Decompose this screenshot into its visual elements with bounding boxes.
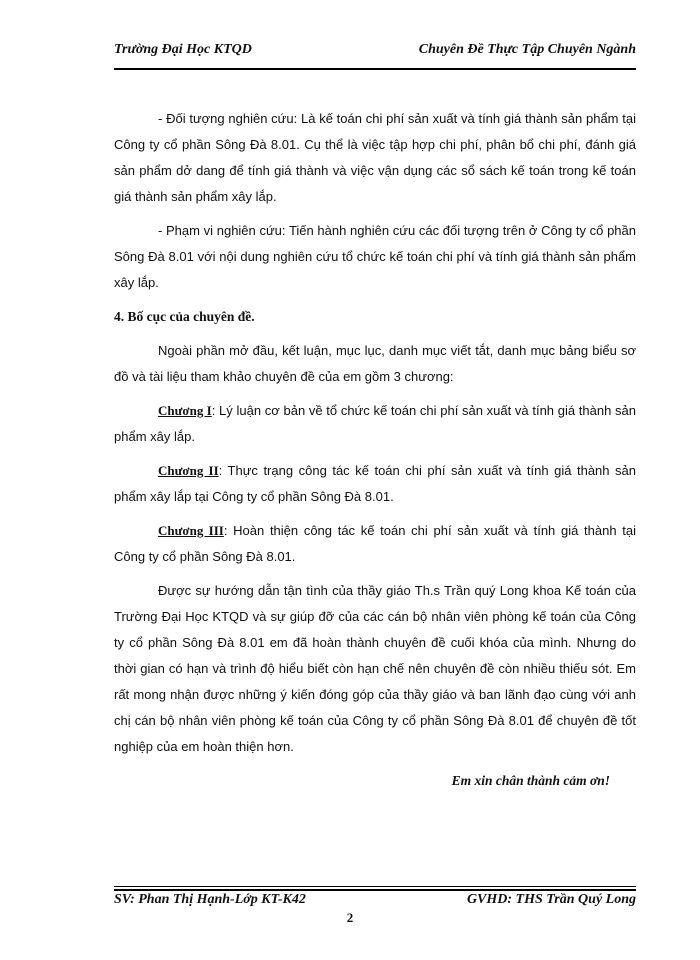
- footer-divider-thin: [114, 886, 636, 887]
- chapter-2-text: : Thực trạng công tác kế toán chi phí sản xuất và tính giá thành sản phẩm xây lắp tại Công ty cổ phần Sông Đà 8.01.: [114, 463, 636, 504]
- chapter-1-text: : Lý luận cơ bản về tổ chức kế toán chi phí sản xuất và tính giá thành sản phẩm xây lắp.: [114, 403, 636, 444]
- page-header: [114, 42, 636, 58]
- chapter-1: [114, 398, 636, 450]
- chapter-3-label: Chương III: [158, 523, 224, 538]
- chapter-2: [114, 458, 636, 510]
- document-body: [114, 106, 636, 794]
- chapter-3: [114, 518, 636, 570]
- paragraph-research-scope: - Phạm vi nghiên cứu: Tiến hành nghiên cứu các đối tượng trên ở Công ty cổ phần Sông Đà 8.01 với nội dung nghiên cứu tổ chức kế toán chi phí và tính giá thành sản phẩm xây lắp.: [114, 223, 636, 290]
- chapter-1-label: Chương I: [158, 403, 212, 418]
- page-number: 2: [346, 910, 354, 925]
- paragraph-research-object: - Đối tượng nghiên cứu: Là kế toán chi phí sản xuất và tính giá thành sản phẩm tại Công ty cổ phần Sông Đà 8.01. Cụ thể là việc tập hợp chi phí, phân bổ chi phí, đánh giá sản phẩm dở dang để tính giá thành và việc vận dụng các sổ sách kế toán trong kế toán giá thành sản phẩm xây lắp.: [114, 111, 636, 204]
- chapter-2-label: Chương II: [158, 463, 219, 478]
- footer-divider-thick: [114, 889, 636, 891]
- paragraph-structure-intro: Ngoài phần mở đầu, kết luận, mục lục, danh mục viết tắt, danh mục bảng biểu sơ đồ và tài liệu tham khảo chuyên đề của em gồm 3 chương:: [114, 343, 636, 384]
- chapter-3-text: : Hoàn thiện công tác kế toán chi phí sản xuất và tính giá thành tại Công ty cổ phần Sông Đà 8.01.: [114, 523, 636, 564]
- footer-student: SV: Phan Thị Hạnh-Lớp KT-K42: [114, 892, 306, 907]
- page-footer: [114, 892, 636, 908]
- header-school: Trường Đại Học KTQD: [114, 42, 252, 57]
- section-heading: 4. Bố cục của chuyên đề.: [114, 309, 255, 324]
- header-divider: [114, 68, 636, 70]
- header-title: Chuyên Đề Thực Tập Chuyên Ngành: [418, 42, 636, 57]
- closing-thanks: Em xin chân thành cảm ơn!: [451, 773, 610, 788]
- paragraph-acknowledgement: Được sự hướng dẫn tận tình của thầy giáo Th.s Trần quý Long khoa Kế toán của Trường Đại Học KTQD và sự giúp đỡ của các cán bộ nhân viên phòng kế toán của Công ty cổ phần Sông Đà 8.01 em đã hoàn thành chuyên đề cuối khóa của mình. Nhưng do thời gian có hạn và trình độ hiểu biết còn hạn chế nên chuyên đề còn nhiều thiếu sót. Em rất mong nhận được những ý kiến đóng góp của thầy giáo và ban lãnh đạo cùng với anh chị cán bộ nhân viên phòng kế toán của Công ty cổ phần Sông Đà 8.01 để chuyên đề tốt nghiệp của em hoàn thiện hơn.: [114, 583, 636, 754]
- footer-advisor: GVHD: THS Trần Quý Long: [466, 892, 636, 907]
